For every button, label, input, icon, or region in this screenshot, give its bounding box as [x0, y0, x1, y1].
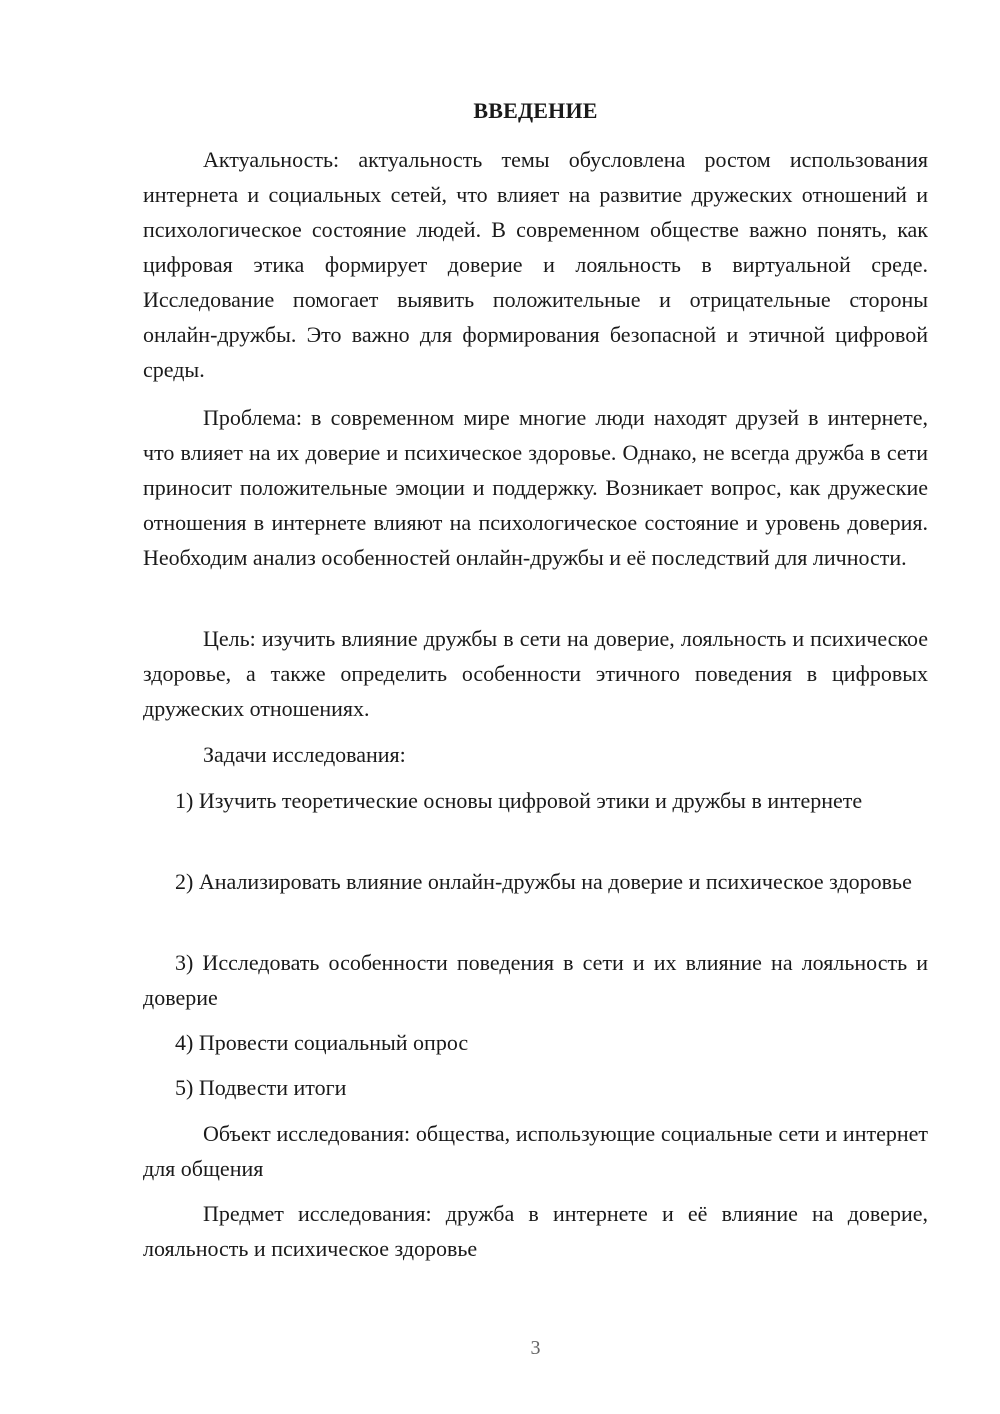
subject-paragraph: Предмет исследования: дружба в интернете и её влияние на доверие, лояльность и психическое здоровье	[143, 1201, 928, 1261]
page-number: 3	[530, 1337, 541, 1359]
task-item: 5) Подвести итоги	[175, 1075, 347, 1100]
task-item: 1) Изучить теоретические основы цифровой этики и дружбы в интернете	[175, 788, 863, 813]
section-title: ВВЕДЕНИЕ	[473, 98, 598, 123]
tasks-heading: Задачи исследования:	[203, 742, 406, 767]
goal-paragraph: Цель: изучить влияние дружбы в сети на доверие, лояльность и психическое здоровье, а также определить особенности этичного поведения в цифровых дружеских отношениях.	[143, 626, 928, 721]
object-paragraph: Объект исследования: общества, использующие социальные сети и интернет для общения	[143, 1121, 928, 1181]
problem-paragraph: Проблема: в современном мире многие люди находят друзей в интернете, что влияет на их доверие и психическое здоровье. Однако, не всегда дружба в сети приносит положительные эмоции и поддержку. Возникает вопрос, как дружеские отношения в интернете влияют на психологическое состояние и уровень доверия. Необходим анализ особенностей онлайн-дружбы и её последствий для личности.	[143, 405, 928, 570]
document-page	[143, 0, 928, 1414]
task-item: 3) Исследовать особенности поведения в сети и их влияние на лояльность и доверие	[143, 950, 928, 1010]
task-item: 4) Провести социальный опрос	[175, 1030, 469, 1055]
relevance-paragraph: Актуальность: актуальность темы обусловлена ростом использования интернета и социальных сетей, что влияет на развитие дружеских отношений и психологическое состояние людей. В современном обществе важно понять, как цифровая этика формирует доверие и лояльность в виртуальной среде. Исследование помогает выявить положительные и отрицательные стороны онлайн-дружбы. Это важно для формирования безопасной и этичной цифровой среды.	[143, 147, 928, 382]
task-item: 2) Анализировать влияние онлайн-дружбы на доверие и психическое здоровье	[175, 869, 912, 894]
